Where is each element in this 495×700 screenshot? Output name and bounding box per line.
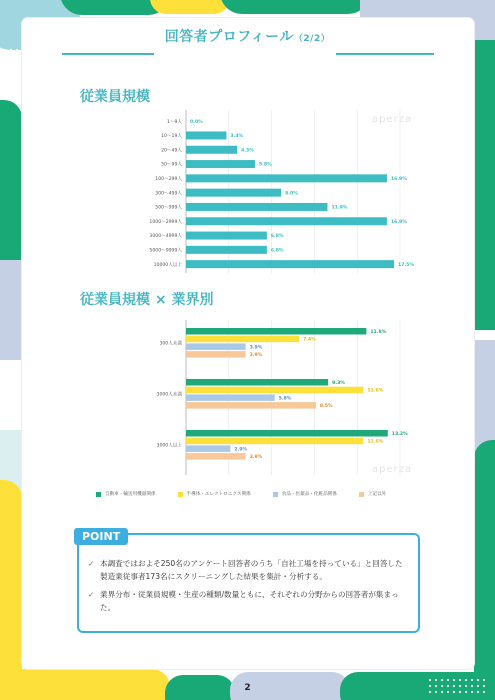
- chart1-category-label: 3000〜4999人: [149, 234, 182, 240]
- chart1-category-label: 1〜9人: [166, 119, 182, 125]
- decor-dot: [16, 49, 18, 51]
- decor-dot: [4, 73, 6, 75]
- page-title-text: 回答者プロフィール: [164, 29, 294, 45]
- decor-dot: [4, 55, 6, 57]
- decor-dot: [16, 73, 18, 75]
- chart1-bar: [186, 203, 327, 211]
- decor-dot: [16, 85, 18, 87]
- decor-dot: [435, 679, 437, 681]
- check-icon: ✓: [88, 590, 95, 599]
- chart2-bar: [186, 351, 246, 358]
- title-rule-right: [336, 53, 434, 55]
- decor-dot: [10, 79, 12, 81]
- chart2-category-label: 3000人以上: [156, 443, 182, 449]
- chart1-category-label: 5000〜9999人: [149, 248, 182, 254]
- chart2-bar: [186, 453, 246, 460]
- decor-dot: [471, 679, 473, 681]
- chart2-value-label: 11.8%: [370, 330, 387, 335]
- point-badge: POINT: [74, 528, 128, 545]
- chart1-value-label: 11.9%: [331, 205, 348, 211]
- point-bullet-1-text: 本調査ではおよそ250名のアンケート回答者のうち「自社工場を持っている」と回答した製造業従事者173名にスクリーニングした結果を集計・分析する。: [100, 559, 403, 581]
- decor-dot: [4, 67, 6, 69]
- chart1-value-label: 16.9%: [390, 219, 407, 225]
- chart1-bar: [186, 131, 226, 139]
- chart2-value-label: 3.9%: [249, 455, 263, 461]
- decor-dot: [16, 61, 18, 63]
- legend-label-other: 上記以外: [367, 492, 387, 497]
- decor-dot: [4, 91, 6, 93]
- point-bullet-2: [88, 588, 408, 614]
- chart1-category-label: 100〜299人: [155, 176, 182, 182]
- chart2-bar: [186, 336, 299, 343]
- chart2-bar: [186, 402, 316, 409]
- chart2-value-label: 3.9%: [249, 345, 263, 351]
- legend-swatch-automotive: [96, 492, 101, 497]
- decor-dot: [10, 49, 12, 51]
- chart1-bar: [186, 217, 387, 225]
- decor-dot: [4, 49, 6, 51]
- chart1-value-label: 6.8%: [270, 248, 284, 254]
- decor-dot: [16, 91, 18, 93]
- page-number: 2: [244, 683, 251, 693]
- decor-dot: [429, 679, 431, 681]
- decor-dot: [16, 79, 18, 81]
- point-bullet-1: [88, 557, 408, 583]
- decor-dot: [459, 679, 461, 681]
- decor-dot: [10, 91, 12, 93]
- chart1-category-label: 20〜49人: [161, 148, 182, 154]
- check-icon: ✓: [88, 559, 95, 568]
- decor-dot: [477, 679, 479, 681]
- chart2-bars: [157, 328, 409, 460]
- watermark-2: aperza: [372, 464, 413, 475]
- chart2-value-label: 7.4%: [303, 337, 316, 343]
- chart2-legend: [96, 491, 386, 497]
- decor-dot: [10, 61, 12, 63]
- chart1-value-label: 8.0%: [285, 191, 298, 197]
- decor-dot: [4, 79, 6, 81]
- chart1-category-label: 300〜499人: [155, 191, 182, 197]
- section-heading-employee-by-industry: 従業員規模 × 業界別: [80, 292, 214, 308]
- decor-dot: [10, 55, 12, 57]
- chart1-value-label: 5.8%: [258, 162, 272, 168]
- chart2-value-label: 3.9%: [249, 353, 263, 359]
- section-heading-employee-size: 従業員規模: [80, 89, 150, 105]
- chart1-category-label: 50〜99人: [161, 162, 182, 168]
- chart2-value-label: 5.8%: [278, 396, 292, 402]
- legend-item-semiconductor: [178, 491, 251, 497]
- chart1-category-label: 10〜19人: [161, 134, 182, 140]
- chart1-bar: [186, 146, 237, 154]
- legend-item-other: [359, 491, 386, 497]
- chart2-value-label: 11.6%: [367, 439, 384, 445]
- chart1-value-label: 3.4%: [230, 134, 244, 140]
- decor-dot: [16, 67, 18, 69]
- chart1-bar: [186, 174, 387, 182]
- chart1-category-label: 10000人以上: [153, 262, 182, 268]
- legend-swatch-food: [273, 492, 278, 497]
- decor-dot: [10, 85, 12, 87]
- decor-dot: [441, 679, 443, 681]
- chart2-category-label: 300人未満: [159, 341, 182, 347]
- chart1-bar: [186, 160, 255, 168]
- decor-dot: [10, 73, 12, 75]
- chart2-value-label: 8.5%: [319, 404, 333, 410]
- employee-by-industry-bar-chart: [0, 316, 495, 486]
- decor-dot: [483, 679, 485, 681]
- chart1-category-label: 1000〜2999人: [149, 219, 182, 225]
- chart1-bar: [186, 189, 281, 197]
- employee-size-bar-chart: [0, 110, 495, 300]
- decor-dot: [4, 61, 6, 63]
- chart2-value-label: 13.2%: [391, 432, 408, 437]
- chart2-bar: [186, 430, 388, 437]
- chart1-value-label: 16.9%: [390, 176, 407, 182]
- dot-pattern-top-left: [4, 49, 18, 93]
- corner-shape-top-green2: [220, 0, 370, 14]
- legend-label-food: 食品・医薬品・化粧品関係: [281, 492, 337, 497]
- legend-label-semiconductor: 半導体・エレクトロニクス関係: [186, 492, 251, 497]
- decor-dot: [16, 55, 18, 57]
- chart2-category-label: 3000人未満: [156, 392, 182, 398]
- chart2-bar: [186, 445, 230, 452]
- chart1-bar: [186, 260, 394, 268]
- chart1-value-label: 4.3%: [241, 148, 254, 154]
- decor-dot: [453, 679, 455, 681]
- chart1-bar: [186, 232, 267, 240]
- point-box: [77, 533, 420, 633]
- chart1-value-label: 17.5%: [398, 262, 414, 268]
- decor-dot: [4, 85, 6, 87]
- legend-swatch-semiconductor: [178, 492, 183, 497]
- left-yellow-band: [0, 480, 22, 700]
- chart2-bar: [186, 379, 328, 386]
- corner-shape-top-yellow: [150, 0, 230, 14]
- chart2-value-label: 11.6%: [367, 388, 384, 394]
- legend-item-automotive: [96, 491, 156, 497]
- watermark-1: aperza: [372, 114, 413, 125]
- chart2-bar: [186, 328, 366, 335]
- chart2-bar: [186, 438, 363, 445]
- page-title-suffix: （2/2）: [293, 34, 331, 44]
- decor-dot: [447, 679, 449, 681]
- chart1-bar: [186, 246, 267, 254]
- chart1-bars: [149, 118, 414, 268]
- chart2-value-label: 2.9%: [234, 447, 248, 453]
- decor-dot: [465, 679, 467, 681]
- legend-swatch-other: [359, 492, 364, 497]
- decor-dot: [10, 67, 12, 69]
- chart2-bar: [186, 394, 275, 401]
- chart1-value-label: 6.8%: [270, 234, 284, 240]
- chart2-bar: [186, 387, 363, 394]
- chart1-value-label: 0.0%: [190, 119, 203, 125]
- chart2-bar: [186, 343, 246, 350]
- page-title: [0, 26, 495, 46]
- legend-label-automotive: 自動車・輸送用機器関係: [105, 492, 156, 497]
- chart1-category-label: 500〜999人: [155, 205, 182, 211]
- title-rule-left: [62, 53, 154, 55]
- chart2-value-label: 9.3%: [332, 381, 345, 386]
- legend-item-food: [273, 491, 337, 497]
- point-bullet-2-text: 業界分布・従業員規模・生産の種類/数量ともに、それぞれの分野からの回答者が集まった。: [100, 590, 399, 612]
